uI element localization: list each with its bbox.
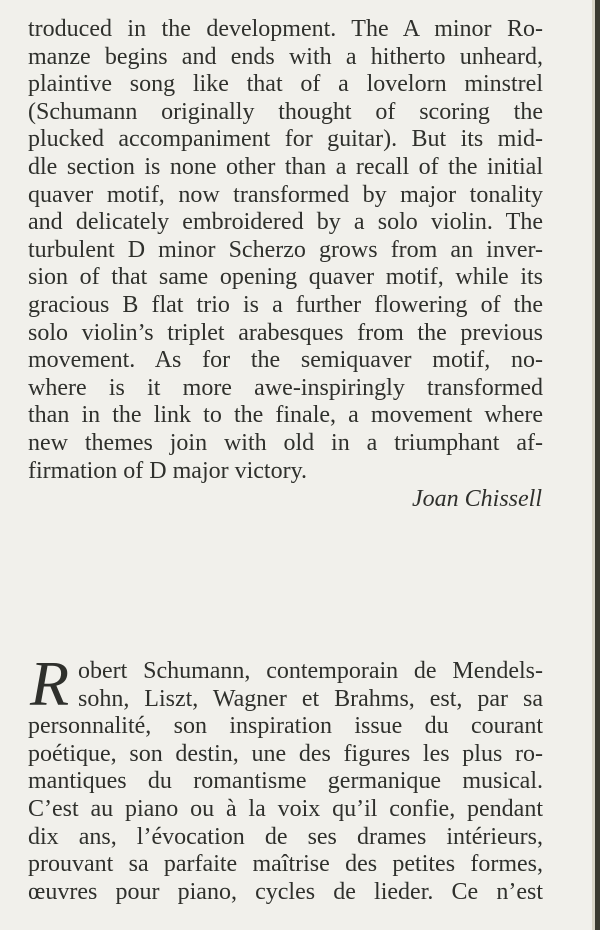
text-line: and delicately embroidered by a solo violin. The	[28, 209, 543, 236]
text-line: personnalité, son inspiration issue du courant	[28, 713, 543, 740]
text-line: firmation of D major victory.	[28, 457, 308, 484]
text-line: C’est au piano ou à la voix qu’il confie, pendant	[28, 795, 543, 822]
page-edge	[595, 0, 600, 930]
text-line: sohn, Liszt, Wagner et Brahms, est, par sa	[78, 685, 543, 712]
text-line: movement. As for the semiquaver motif, no-	[28, 347, 543, 374]
text-line: manze begins and ends with a hitherto unheard,	[28, 43, 543, 70]
text-line: plaintive song like that of a lovelorn minstrel	[28, 71, 543, 98]
text-line: quaver motif, now transformed by major tonality	[28, 181, 543, 208]
text-line: troduced in the development. The A minor Ro-	[28, 16, 543, 42]
text-line: than in the link to the finale, a movement where	[28, 402, 543, 429]
text-line: poétique, son destin, une des figures les plus ro-	[28, 740, 543, 767]
text-line: gracious B flat trio is a further flowering of the	[28, 291, 543, 318]
text-line: mantiques du romantisme germanique musical.	[28, 768, 543, 795]
text-line: where is it more awe-inspiringly transformed	[28, 374, 543, 401]
author-signature: Joan Chissell	[412, 486, 542, 512]
text-line: obert Schumann, contemporain de Mendels-	[78, 658, 543, 684]
text-line: sion of that same opening quaver motif, while its	[28, 264, 543, 291]
drop-cap: R	[30, 648, 70, 719]
text-line: dix ans, l’évocation de ses drames intérieurs,	[28, 823, 543, 850]
french-paragraph	[28, 648, 543, 906]
text-line: turbulent D minor Scherzo grows from an inver-	[28, 236, 543, 263]
text-line: dle section is none other than a recall of the initial	[28, 153, 543, 180]
text-line: solo violin’s triplet arabesques from the previous	[28, 319, 543, 346]
english-paragraph	[28, 16, 543, 485]
text-line: prouvant sa parfaite maîtrise des petites formes,	[28, 851, 543, 878]
text-line: (Schumann originally thought of scoring the	[28, 98, 543, 125]
text-line: œuvres pour piano, cycles de lieder. Ce n’est	[28, 878, 543, 905]
text-line: plucked accompaniment for guitar). But its mid-	[28, 126, 543, 153]
text-line: new themes join with old in a triumphant af-	[28, 429, 543, 456]
